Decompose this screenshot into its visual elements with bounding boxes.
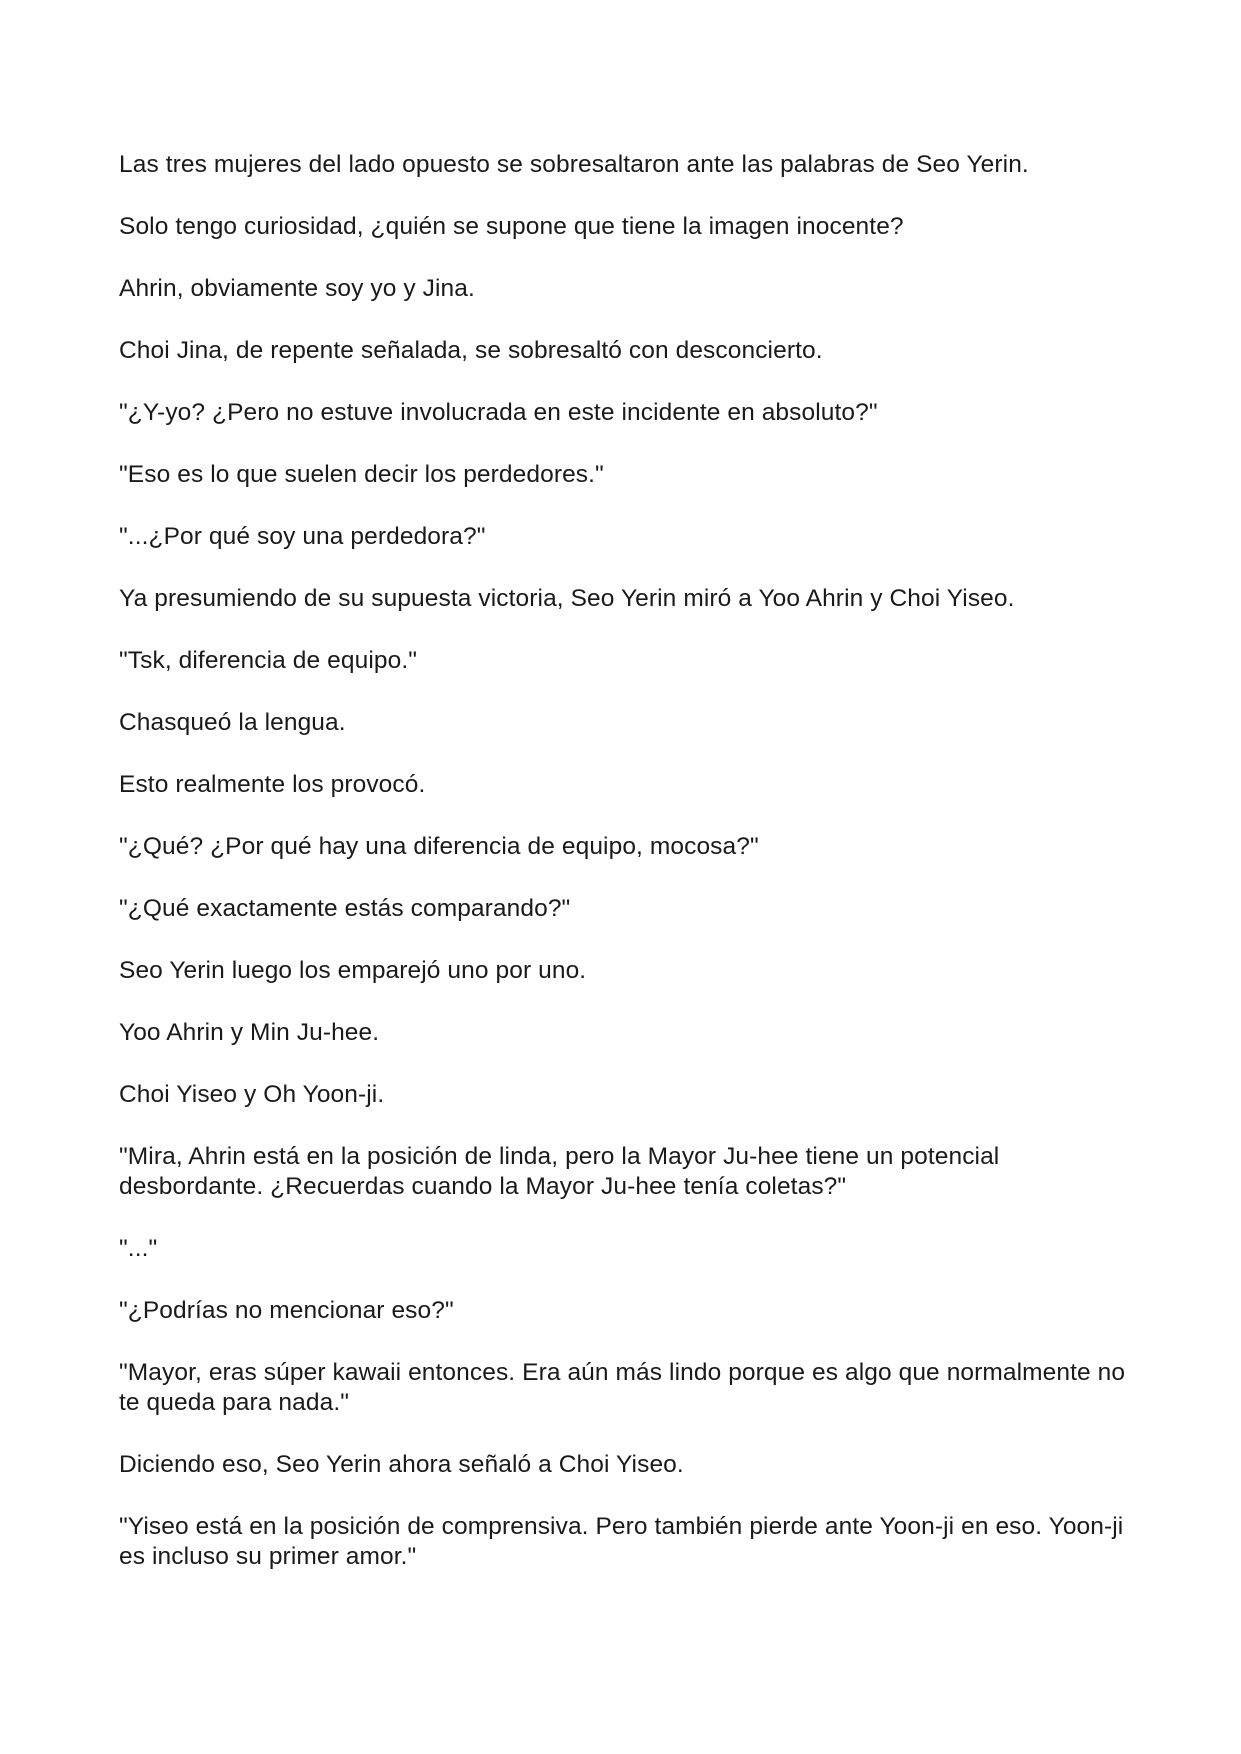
- paragraph: Yoo Ahrin y Min Ju-hee.: [119, 1019, 380, 1046]
- paragraph: Choi Jina, de repente señalada, se sobresaltó con desconcierto.: [119, 337, 823, 364]
- paragraph: "¿Y-yo? ¿Pero no estuve involucrada en este incidente en absoluto?": [119, 399, 878, 426]
- paragraph: Chasqueó la lengua.: [119, 709, 346, 736]
- paragraph: "Yiseo está en la posición de comprensiva. Pero también pierde ante Yoon-ji en eso. Yoon-ji es incluso su primer amor.": [119, 1513, 1124, 1570]
- paragraph: "Eso es lo que suelen decir los perdedores.": [119, 461, 604, 488]
- paragraph: "Mira, Ahrin está en la posición de linda, pero la Mayor Ju-hee tiene un potencial desbordante. ¿Recuerdas cuando la Mayor Ju-hee tenía coletas?": [119, 1143, 1000, 1200]
- paragraph: "¿Podrías no mencionar eso?": [119, 1297, 454, 1324]
- paragraph: Ahrin, obviamente soy yo y Jina.: [119, 275, 475, 302]
- paragraph: Ya presumiendo de su supuesta victoria, Seo Yerin miró a Yoo Ahrin y Choi Yiseo.: [119, 585, 1015, 612]
- paragraph: Choi Yiseo y Oh Yoon-ji.: [119, 1081, 385, 1108]
- paragraph: "...": [119, 1235, 158, 1262]
- paragraph: Seo Yerin luego los emparejó uno por uno.: [119, 957, 587, 984]
- paragraph: "¿Qué exactamente estás comparando?": [119, 895, 571, 922]
- paragraph: Solo tengo curiosidad, ¿quién se supone que tiene la imagen inocente?: [119, 213, 904, 240]
- paragraph: "...¿Por qué soy una perdedora?": [119, 523, 486, 550]
- text-body: [119, 150, 1129, 1604]
- paragraph: "¿Qué? ¿Por qué hay una diferencia de equipo, mocosa?": [119, 833, 759, 860]
- paragraph: "Mayor, eras súper kawaii entonces. Era aún más lindo porque es algo que normalmente no te queda para nada.": [119, 1359, 1126, 1416]
- paragraph: Diciendo eso, Seo Yerin ahora señaló a Choi Yiseo.: [119, 1451, 684, 1478]
- paragraph: Esto realmente los provocó.: [119, 771, 426, 798]
- paragraph: "Tsk, diferencia de equipo.": [119, 647, 418, 674]
- paragraph: Las tres mujeres del lado opuesto se sobresaltaron ante las palabras de Seo Yerin.: [119, 151, 1029, 178]
